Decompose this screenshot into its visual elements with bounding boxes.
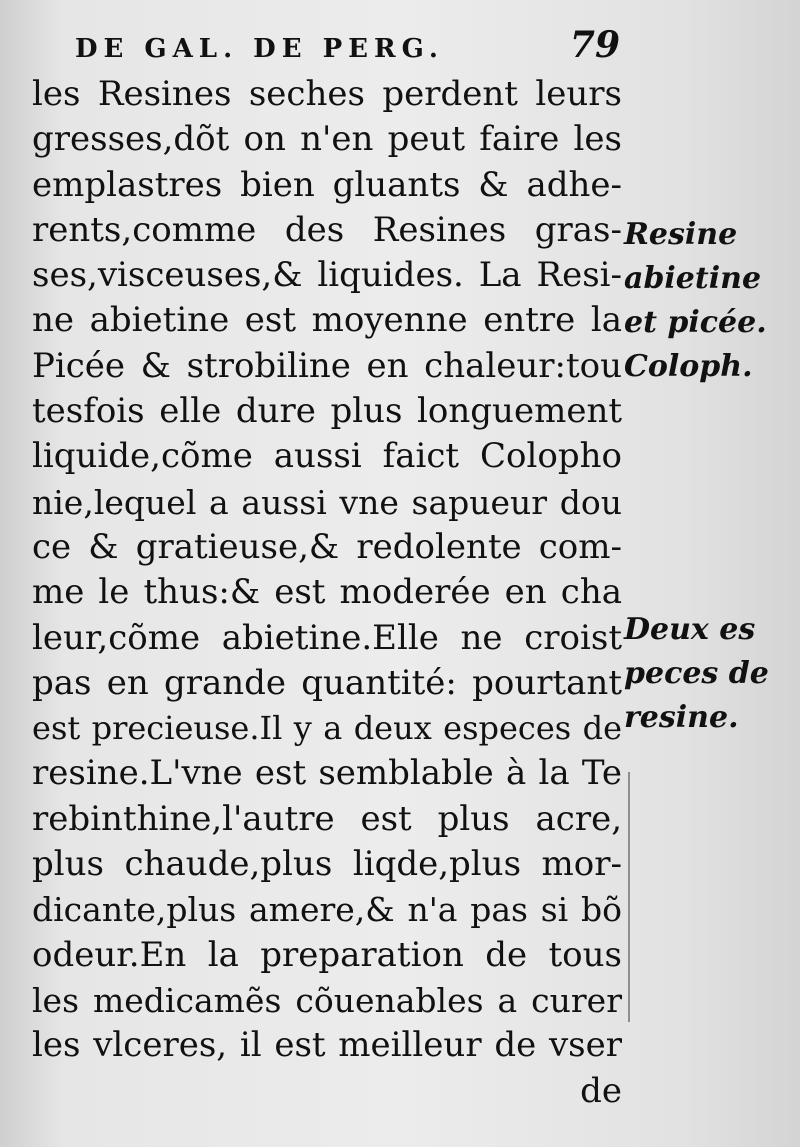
margin-rule (628, 772, 630, 1022)
text-line: odeur.En la preparation de tous (32, 934, 622, 975)
text-line: les Resines seches perdent leurs (32, 74, 622, 114)
text-line: Picée & strobiline en chaleur:tou (32, 345, 622, 386)
text-line: rents,comme des Resines gras- (32, 209, 622, 250)
page-header (75, 24, 620, 66)
text-line: me le thus:& est moderée en cha (32, 572, 622, 613)
text-line: les medicamẽs cõuenables a curer (32, 980, 622, 1020)
marginal-note-line: peces de (624, 656, 769, 691)
text-line: emplastres bien gluants & adhe- (32, 164, 622, 205)
text-line: ce & gratieuse,& redolente com- (32, 526, 622, 567)
marginal-note-line: abietine (624, 261, 762, 296)
marginal-note-line: resine. (624, 700, 739, 735)
catchword: de (580, 1070, 622, 1111)
marginal-note-deux-especes (624, 608, 769, 740)
text-line: rebinthine,l'autre est plus acre, (32, 798, 622, 839)
text-line: liquide,cõme aussi faict Colopho (32, 436, 622, 477)
text-line: gresses,dõt on n'en peut faire les (32, 119, 622, 160)
marginal-note-line: Coloph. (624, 349, 753, 384)
text-line: est precieuse.Il y a deux especes de (32, 709, 622, 748)
text-line: dicante,plus amere,& n'a pas si bõ (32, 890, 622, 930)
marginal-note-line: Resine (624, 217, 738, 252)
text-line: nie,lequel a aussi vne sapueur dou (32, 482, 622, 522)
text-line: ne abietine est moyenne entre la (32, 300, 622, 341)
marginal-note-line: et picée. (624, 305, 767, 340)
body-text (32, 72, 622, 1114)
marginal-note-line: Deux es (624, 612, 756, 647)
text-line: leur,cõme abietine.Elle ne croist (32, 617, 622, 658)
page-number: 79 (569, 24, 620, 66)
text-line: ses,visceuses,& liquides. La Resi- (32, 255, 622, 296)
text-line: tesfois elle dure plus longuement (32, 391, 622, 432)
running-head: DE GAL. DE PERG. (75, 34, 444, 64)
text-line: pas en grande quantité: pourtant (32, 662, 622, 703)
text-line: resine.L'vne est semblable à la Te (32, 753, 622, 794)
text-line: les vlceres, il est meilleur de vser (32, 1025, 622, 1066)
text-line: plus chaude,plus liqde,plus mor- (32, 844, 622, 885)
marginal-note-resine (624, 213, 767, 389)
